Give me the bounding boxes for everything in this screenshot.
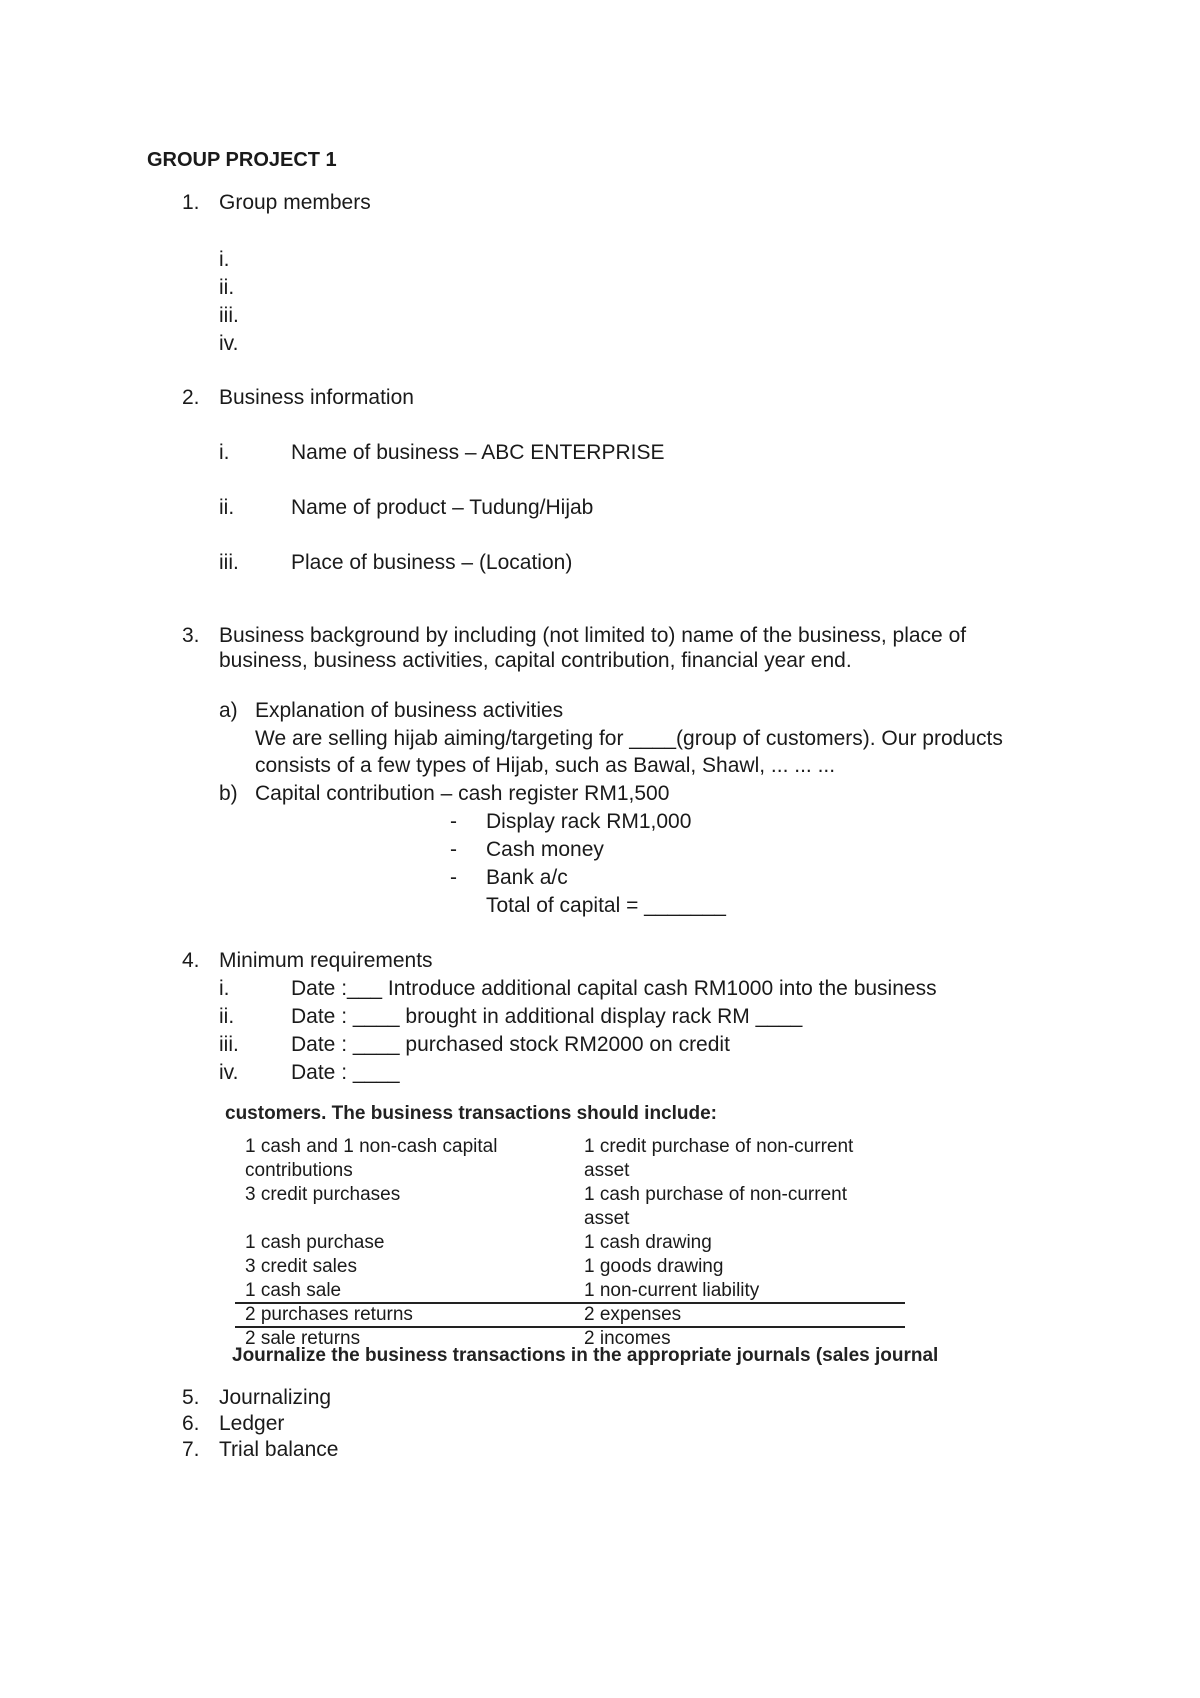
snippet-rule-2: [235, 1326, 905, 1328]
business-info-num-ii: ii.: [219, 496, 235, 519]
section-2-label: Business information: [219, 386, 414, 409]
snippet-cropped-bottom-text: Journalize the business transactions in the appropriate journals (sales journal: [232, 1345, 939, 1366]
snippet-left-6: 1 cash sale: [245, 1280, 342, 1301]
snippet-left-7: 2 purchases returns: [245, 1304, 413, 1325]
snippet-left-2: contributions: [245, 1160, 353, 1181]
business-place: Place of business – (Location): [291, 551, 573, 574]
subsection-a-marker: a): [219, 699, 238, 722]
transactions-snippet: [225, 1103, 939, 1366]
member-iii: iii.: [219, 304, 239, 327]
capital-bank: Bank a/c: [486, 866, 568, 889]
snippet-right-2: asset: [584, 1160, 630, 1181]
requirement-ii: Date : ____ brought in additional display rack RM ____: [291, 1005, 803, 1028]
section-1-label: Group members: [219, 191, 371, 214]
snippet-right-3: 1 cash purchase of non-current: [584, 1184, 847, 1205]
section-3-number: 3.: [182, 624, 200, 647]
subsection-b-heading: Capital contribution – cash register RM1,500: [255, 782, 670, 805]
requirement-num-ii: ii.: [219, 1005, 235, 1028]
business-info-num-i: i.: [219, 441, 230, 464]
activities-line-2: consists of a few types of Hijab, such as Bawal, Shawl, ... ... ...: [255, 754, 836, 777]
activities-line-1: We are selling hijab aiming/targeting for ____(group of customers). Our products: [255, 727, 1003, 750]
business-info-num-iii: iii.: [219, 551, 239, 574]
snippet-right-6: 1 goods drawing: [584, 1256, 724, 1277]
requirement-num-iv: iv.: [219, 1061, 239, 1084]
section-6-number: 6.: [182, 1412, 200, 1435]
member-i: i.: [219, 248, 230, 271]
section-4-label: Minimum requirements: [219, 949, 433, 972]
capital-display-rack: Display rack RM1,000: [486, 810, 692, 833]
capital-total: Total of capital = _______: [486, 894, 726, 917]
snippet-left-5: 3 credit sales: [245, 1256, 357, 1277]
requirement-num-i: i.: [219, 977, 230, 1000]
capital-dash-3: -: [450, 866, 457, 889]
product-name: Name of product – Tudung/Hijab: [291, 496, 594, 519]
section-2-number: 2.: [182, 386, 200, 409]
member-ii: ii.: [219, 276, 235, 299]
capital-dash-1: -: [450, 810, 457, 833]
snippet-left-4: 1 cash purchase: [245, 1232, 385, 1253]
subsection-a-heading: Explanation of business activities: [255, 699, 564, 722]
snippet-right-7: 1 non-current liability: [584, 1280, 760, 1301]
snippet-rule-1: [235, 1302, 905, 1304]
section-7-label: Trial balance: [219, 1438, 339, 1461]
requirement-num-iii: iii.: [219, 1033, 239, 1056]
section-3-line-1: Business background by including (not limited to) name of the business, place of: [219, 624, 967, 647]
snippet-left-1: 1 cash and 1 non-cash capital: [245, 1136, 498, 1157]
section-7-number: 7.: [182, 1438, 200, 1461]
section-5-number: 5.: [182, 1386, 200, 1409]
business-name: Name of business – ABC ENTERPRISE: [291, 441, 665, 464]
snippet-right-8: 2 expenses: [584, 1304, 682, 1325]
subsection-b-marker: b): [219, 782, 238, 805]
section-6-label: Ledger: [219, 1412, 285, 1435]
snippet-right-5: 1 cash drawing: [584, 1232, 712, 1253]
capital-cash-money: Cash money: [486, 838, 604, 861]
section-4-number: 4.: [182, 949, 200, 972]
snippet-right-1: 1 credit purchase of non-current: [584, 1136, 854, 1157]
requirement-iii: Date : ____ purchased stock RM2000 on credit: [291, 1033, 730, 1056]
capital-dash-2: -: [450, 838, 457, 861]
snippet-right-9: 2 incomes: [584, 1328, 671, 1349]
requirement-iv: Date : ____: [291, 1061, 400, 1084]
member-iv: iv.: [219, 332, 239, 355]
snippet-left-8: 2 sale returns: [245, 1328, 361, 1349]
section-1-number: 1.: [182, 191, 200, 214]
snippet-right-4: asset: [584, 1208, 630, 1229]
section-5-label: Journalizing: [219, 1386, 332, 1409]
document-title: GROUP PROJECT 1: [147, 149, 337, 171]
section-3-line-2: business, business activities, capital contribution, financial year end.: [219, 649, 852, 672]
snippet-left-3: 3 credit purchases: [245, 1184, 401, 1205]
requirement-i: Date :___ Introduce additional capital cash RM1000 into the business: [291, 977, 937, 1000]
snippet-cropped-top-text: customers. The business transactions should include:: [225, 1103, 717, 1124]
